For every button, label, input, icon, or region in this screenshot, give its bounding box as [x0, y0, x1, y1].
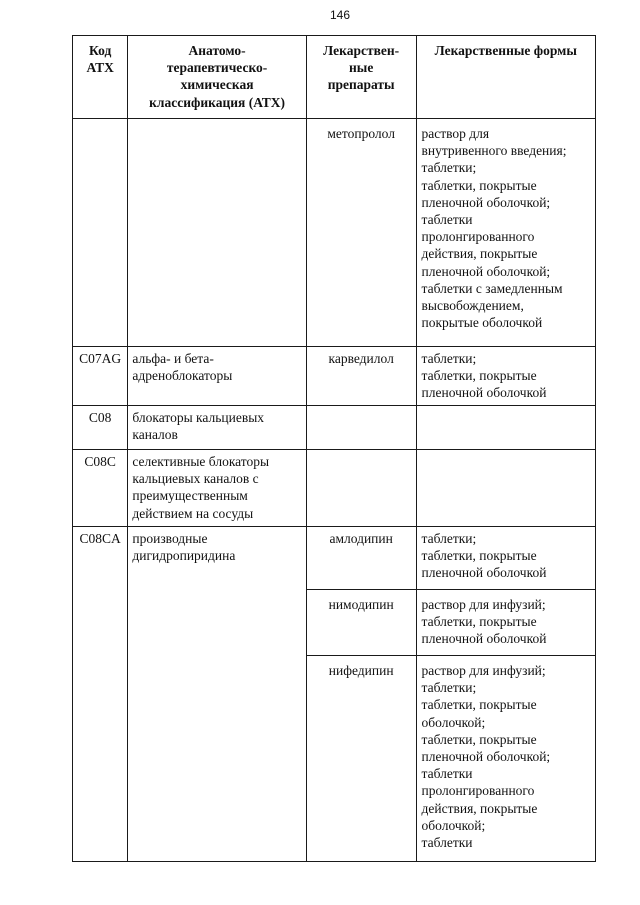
- drug-cell: карведилол: [306, 347, 416, 406]
- form-line: таблетки с замедленным: [421, 280, 563, 296]
- form-line: таблетки;: [421, 160, 477, 176]
- form-cell: [416, 347, 595, 406]
- form-line: пленочной оболочкой;: [421, 263, 551, 279]
- header-line: Лекарствен-: [323, 43, 400, 58]
- header-line: Лекарственные формы: [434, 43, 577, 58]
- form-line: пленочной оболочкой: [421, 565, 547, 581]
- classification-line: блокаторы кальциевых: [132, 410, 265, 425]
- form-cell: [416, 527, 595, 590]
- drug-cell: [306, 406, 416, 450]
- classification-line: селективные блокаторы: [132, 454, 270, 469]
- form-line: действия, покрытые: [421, 246, 538, 262]
- drug-cell: амлодипин: [306, 527, 416, 590]
- form-line: таблетки, покрытые: [421, 368, 537, 384]
- header-line: АТХ: [86, 60, 114, 76]
- form-line: таблетки;: [421, 351, 477, 366]
- header-code: [73, 36, 128, 119]
- form-cell: [416, 450, 595, 527]
- form-line: таблетки: [421, 835, 473, 851]
- drug-cell: метопролол: [306, 119, 416, 347]
- drug-cell: нифедипин: [306, 656, 416, 862]
- table-header-row: [73, 36, 596, 119]
- classification-line: дигидропиридина: [132, 548, 236, 564]
- classification-cell: [128, 406, 306, 450]
- table-row: [73, 347, 596, 406]
- form-line: покрытые оболочкой: [421, 315, 543, 331]
- form-line: таблетки, покрытые: [421, 177, 537, 193]
- code-cell: [73, 119, 128, 347]
- form-line: пленочной оболочкой;: [421, 194, 551, 210]
- classification-line: каналов: [132, 427, 178, 443]
- form-line: раствор для инфузий;: [421, 597, 546, 612]
- form-line: пролонгированного: [421, 229, 535, 245]
- form-line: высвобождением,: [421, 298, 524, 314]
- form-line: внутривенного введения;: [421, 143, 567, 159]
- form-line: таблетки, покрытые: [421, 731, 537, 747]
- drug-cell: нимодипин: [306, 590, 416, 656]
- classification-cell: [128, 119, 306, 347]
- header-form: [416, 36, 595, 119]
- form-line: таблетки;: [421, 680, 477, 696]
- header-classification: [128, 36, 306, 119]
- form-line: пленочной оболочкой: [421, 631, 547, 647]
- table-row: [73, 527, 596, 590]
- classification-cell: [128, 347, 306, 406]
- header-line: ные: [349, 60, 374, 76]
- code-cell: C08: [73, 406, 128, 450]
- form-line: оболочкой;: [421, 714, 486, 730]
- form-line: таблетки: [421, 212, 473, 228]
- header-line: химическая: [180, 77, 254, 93]
- header-line: терапевтическо-: [166, 60, 268, 76]
- form-line: пленочной оболочкой: [421, 385, 547, 401]
- classification-line: действием на сосуды: [132, 505, 254, 521]
- form-line: таблетки;: [421, 531, 477, 546]
- atc-drug-table: [72, 35, 596, 862]
- classification-line: производные: [132, 531, 208, 546]
- form-cell: [416, 406, 595, 450]
- form-line: пленочной оболочкой;: [421, 749, 551, 765]
- classification-line: преимущественным: [132, 488, 248, 504]
- header-line: Код: [89, 43, 112, 58]
- classification-cell: [128, 527, 306, 862]
- form-cell: [416, 119, 595, 347]
- code-cell: C07AG: [73, 347, 128, 406]
- form-line: оболочкой;: [421, 817, 486, 833]
- form-cell: [416, 590, 595, 656]
- classification-line: кальциевых каналов с: [132, 471, 259, 487]
- form-line: пролонгированного: [421, 783, 535, 799]
- code-cell: C08C: [73, 450, 128, 527]
- form-cell: [416, 656, 595, 862]
- form-line: раствор для: [421, 126, 490, 141]
- classification-line: альфа- и бета-: [132, 351, 214, 366]
- form-line: таблетки, покрытые: [421, 614, 537, 630]
- header-line: Анатомо-: [188, 43, 246, 58]
- header-line: классификация (АТХ): [149, 94, 286, 110]
- table-row: [73, 450, 596, 527]
- form-line: таблетки, покрытые: [421, 697, 537, 713]
- form-line: таблетки, покрытые: [421, 548, 537, 564]
- form-line: действия, покрытые: [421, 800, 538, 816]
- classification-line: адреноблокаторы: [132, 368, 233, 384]
- table-row: [73, 406, 596, 450]
- drug-cell: [306, 450, 416, 527]
- code-cell: C08CA: [73, 527, 128, 862]
- classification-cell: [128, 450, 306, 527]
- form-line: таблетки: [421, 766, 473, 782]
- page-number: 146: [329, 8, 351, 22]
- header-drug: [306, 36, 416, 119]
- table-row: [73, 119, 596, 347]
- form-line: раствор для инфузий;: [421, 663, 546, 678]
- header-line: препараты: [327, 77, 395, 93]
